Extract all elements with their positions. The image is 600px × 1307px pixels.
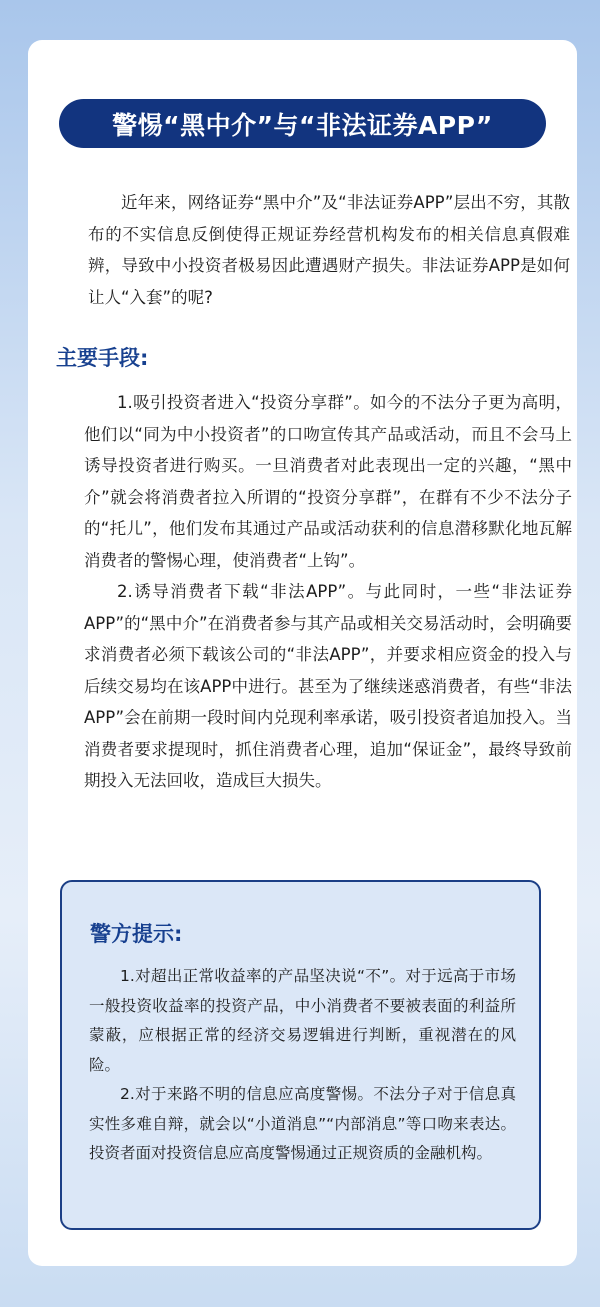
tips-paragraph-2: 2.对于来路不明的信息应高度警惕。不法分子对于信息真实性多难自辩，就会以“小道消息”“内部消息”等口吻来表达。投资者面对投资信息应高度警惕通过正规资质的金融机构。 bbox=[89, 1085, 516, 1162]
main-means-section bbox=[84, 387, 572, 797]
means-paragraph-1: 1.吸引投资者进入“投资分享群”。如今的不法分子更为高明，他们以“同为中小投资者”的口吻宣传其产品或活动，而且不会马上诱导投资者进行购买。一旦消费者对此表现出一定的兴趣，“黑中介”就会将消费者拉入所谓的“投资分享群”，在群有不少不法分子的“托儿”，他们发布其通过产品或活动获利的信息潜移默化地瓦解消费者的警惕心理，使消费者“上钩”。 bbox=[84, 393, 572, 570]
police-tips-box bbox=[60, 880, 541, 1230]
tips-paragraph-1: 1.对超出正常收益率的产品坚决说“不”。对于远高于市场一般投资收益率的投资产品，中小消费者不要被表面的利益所蒙蔽，应根据正常的经济交易逻辑进行判断，重视潜在的风险。 bbox=[89, 967, 516, 1074]
police-tips-heading: 警方提示: bbox=[90, 922, 183, 946]
intro-paragraph: 近年来，网络证券“黑中介”及“非法证券APP”层出不穷，其散布的不实信息反倒使得正规证券经营机构发布的相关信息真假难辨，导致中小投资者极易因此遭遇财产损失。非法证券APP是如何让人“入套”的呢? bbox=[88, 193, 570, 307]
means-paragraph-2: 2.诱导消费者下载“非法APP”。与此同时，一些“非法证券APP”的“黑中介”在消费者参与其产品或相关交易活动时，会明确要求消费者必须下载该公司的“非法APP”，并要求相应资金的投入与后续交易均在该APP中进行。甚至为了继续迷惑消费者，有些“非法APP”会在前期一段时间内兑现利率承诺，吸引投资者追加投入。当消费者要求提现时，抓住消费者心理，追加“保证金”，最终导致前期投入无法回收，造成巨大损失。 bbox=[84, 582, 572, 790]
content-card bbox=[28, 40, 577, 1266]
main-means-heading: 主要手段: bbox=[56, 346, 149, 370]
police-tips-section bbox=[89, 962, 516, 1169]
page-title: 警惕“黑中介”与“非法证券APP” bbox=[112, 110, 493, 140]
intro-section bbox=[88, 187, 570, 313]
title-banner bbox=[59, 99, 546, 148]
